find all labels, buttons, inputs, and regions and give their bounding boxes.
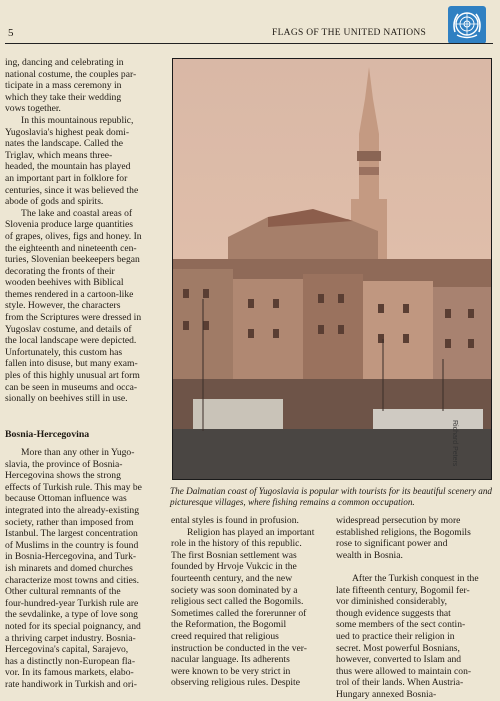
- column-2: [171, 515, 323, 689]
- text-line: turies, Slovenian beekeepers began: [5, 254, 140, 266]
- column-3: [336, 515, 490, 701]
- text-line: fourteenth century, and the new: [171, 572, 293, 584]
- text-line: trol of their lands. When Austria-: [336, 677, 464, 689]
- text-line: ued to practice their religion in: [336, 630, 455, 642]
- text-line: characterize most towns and cities.: [5, 574, 139, 586]
- text-line: vor. In its famous markets, elabo-: [5, 667, 134, 679]
- text-line: society, rather than imposed from: [5, 516, 134, 528]
- text-line: ticipate in a mass ceremony in: [5, 80, 122, 92]
- text-line: wooden beehives with Biblical: [5, 277, 124, 289]
- text-line: the local landscape were depicted.: [5, 335, 137, 347]
- text-line: Hercegovina's capital, Sarajevo,: [5, 644, 129, 656]
- text-line: ish minarets and domed churches: [5, 562, 133, 574]
- text-line: Unfortunately, this custom has: [5, 346, 123, 358]
- coastal-town-photo: [172, 58, 492, 480]
- text-line: founded by Hrvoje Vukcic in the: [171, 561, 297, 573]
- text-line: instruction be conducted in the ver-: [171, 642, 307, 654]
- text-line: fallen into disuse, but many exam-: [5, 358, 138, 370]
- paragraph-bogomils: [336, 515, 490, 701]
- column-1-bosnia: [5, 447, 164, 690]
- text-line: some members of the sect contin-: [336, 619, 466, 631]
- text-line: themes rendered in a cartoon-like: [5, 288, 134, 300]
- text-line: The first Bosnian settlement was: [171, 549, 297, 561]
- text-line: Other cultural remnants of the: [5, 586, 121, 598]
- text-line: society was soon dominated by a: [171, 584, 298, 596]
- text-line: though evidence suggests that: [336, 607, 451, 619]
- text-line: Hungary annexed Bosnia-: [336, 688, 437, 700]
- text-line: which they take their wedding: [5, 91, 122, 103]
- text-line: effects of Turkish rule. This may be: [5, 481, 142, 493]
- text-line: Sometimes called the forerunner of: [171, 607, 307, 619]
- text-line: After the Turkish conquest in the: [352, 572, 479, 584]
- text-line: integrated into the already-existing: [5, 504, 139, 516]
- text-line: Hercegovina shows the strong: [5, 470, 121, 482]
- text-line: Slovenia produce large quantities: [5, 219, 133, 231]
- text-line: ing, dancing and celebrating in: [5, 57, 124, 68]
- paragraph-slovenia: [5, 208, 164, 405]
- text-line: established religions, the Bogomils: [336, 526, 471, 538]
- text-line: the sevdalinke, a type of love song: [5, 609, 138, 621]
- section-heading-bosnia: Bosnia-Hercegovina: [5, 429, 90, 440]
- text-line: centuries, since it was believed the: [5, 184, 139, 196]
- text-line: The lake and coastal areas of: [21, 207, 133, 219]
- text-line: More than any other in Yugo-: [21, 447, 135, 458]
- text-line: four-hundred-year Turkish rule are: [5, 597, 139, 609]
- text-line: of Muslims in the country is found: [5, 539, 139, 551]
- text-line: were known to be very strict in: [171, 665, 291, 677]
- column-1-top: [5, 57, 164, 405]
- running-head: FLAGS OF THE UNITED NATIONS: [272, 28, 427, 38]
- text-line: role in the history of this republic.: [171, 538, 302, 550]
- text-line: Religion has played an important: [187, 526, 315, 538]
- text-line: however, converted to Islam and: [336, 654, 462, 666]
- text-line: a thriving carpet industry. Bosnia-: [5, 632, 136, 644]
- text-line: abode of gods and spirits.: [5, 196, 104, 208]
- text-line: thus were allowed to maintain con-: [336, 665, 472, 677]
- text-line: Istanbul. The largest concentration: [5, 528, 138, 540]
- text-line: an important part in folklore for: [5, 172, 128, 184]
- paragraph-bosnia: [5, 447, 164, 690]
- text-line: nacular language. Its adherents: [171, 654, 290, 666]
- text-line: of grapes, olives, figs and honey. In: [5, 230, 142, 242]
- text-line: Yugoslav costume, and details of: [5, 323, 132, 335]
- text-line: style. However, the characters: [5, 300, 121, 312]
- text-line: has a distinctly non-European fla-: [5, 655, 136, 667]
- text-line: the eighteenth and nineteenth cen-: [5, 242, 137, 254]
- text-line: from the Scriptures were dressed in: [5, 312, 142, 324]
- text-line: noted for its special poignancy, and: [5, 620, 141, 632]
- text-line: rose to significant power and: [336, 538, 448, 550]
- text-line: Yugoslavia's highest peak domi-: [5, 126, 130, 138]
- header-rule: [5, 43, 493, 44]
- text-line: can be seen in museums and occa-: [5, 381, 138, 393]
- text-line: vor diminished considerably,: [336, 596, 448, 608]
- text-line: vows together.: [5, 103, 61, 115]
- photo-credit: Richard Peters: [451, 420, 458, 467]
- paragraph-mountain: [5, 115, 164, 208]
- text-line: because Ottoman influence was: [5, 493, 127, 505]
- paragraph-religion: [171, 515, 323, 689]
- text-line: religious sect called the Bogomils.: [171, 596, 304, 608]
- text-line: observing religious rules. Despite: [171, 677, 300, 689]
- text-line: nates the landscape. Called the: [5, 138, 124, 150]
- page-number: 5: [8, 27, 14, 39]
- paragraph-intro: [5, 57, 164, 115]
- text-line: slavia, the province of Bosnia-: [5, 458, 123, 470]
- text-line: rate handiwork in Turkish and ori-: [5, 678, 137, 690]
- text-line: late fifteenth century, Bogomil fer-: [336, 584, 470, 596]
- text-line: national costume, the couples par-: [5, 68, 137, 80]
- text-line: decorating the fronts of their: [5, 265, 115, 277]
- text-line: sionally on beehives still in use.: [5, 393, 128, 405]
- text-line: Triglav, which means three-: [5, 149, 113, 161]
- text-line: widespread persecution by more: [336, 515, 461, 526]
- text-line: creed required that religious: [171, 630, 279, 642]
- photo-caption: The Dalmatian coast of Yugoslavia is popular with tourists for its beautiful scenery and picturesque villages, where fishing remains a common occupation.: [170, 486, 493, 507]
- text-line: the Reformation, the Bogomil: [171, 619, 287, 631]
- text-line: ental styles is found in profusion.: [171, 515, 299, 526]
- text-line: secret. Most powerful Bosnians,: [336, 642, 460, 654]
- text-line: wealth in Bosnia.: [336, 549, 403, 561]
- text-line: headed, the mountain has played: [5, 161, 131, 173]
- text-line: in Bosnia-Hercegovina, and Turk-: [5, 551, 137, 563]
- text-line: In this mountainous republic,: [21, 114, 134, 126]
- united-nations-emblem-icon: [448, 6, 486, 44]
- text-line: ples of this highly unusual art form: [5, 370, 140, 382]
